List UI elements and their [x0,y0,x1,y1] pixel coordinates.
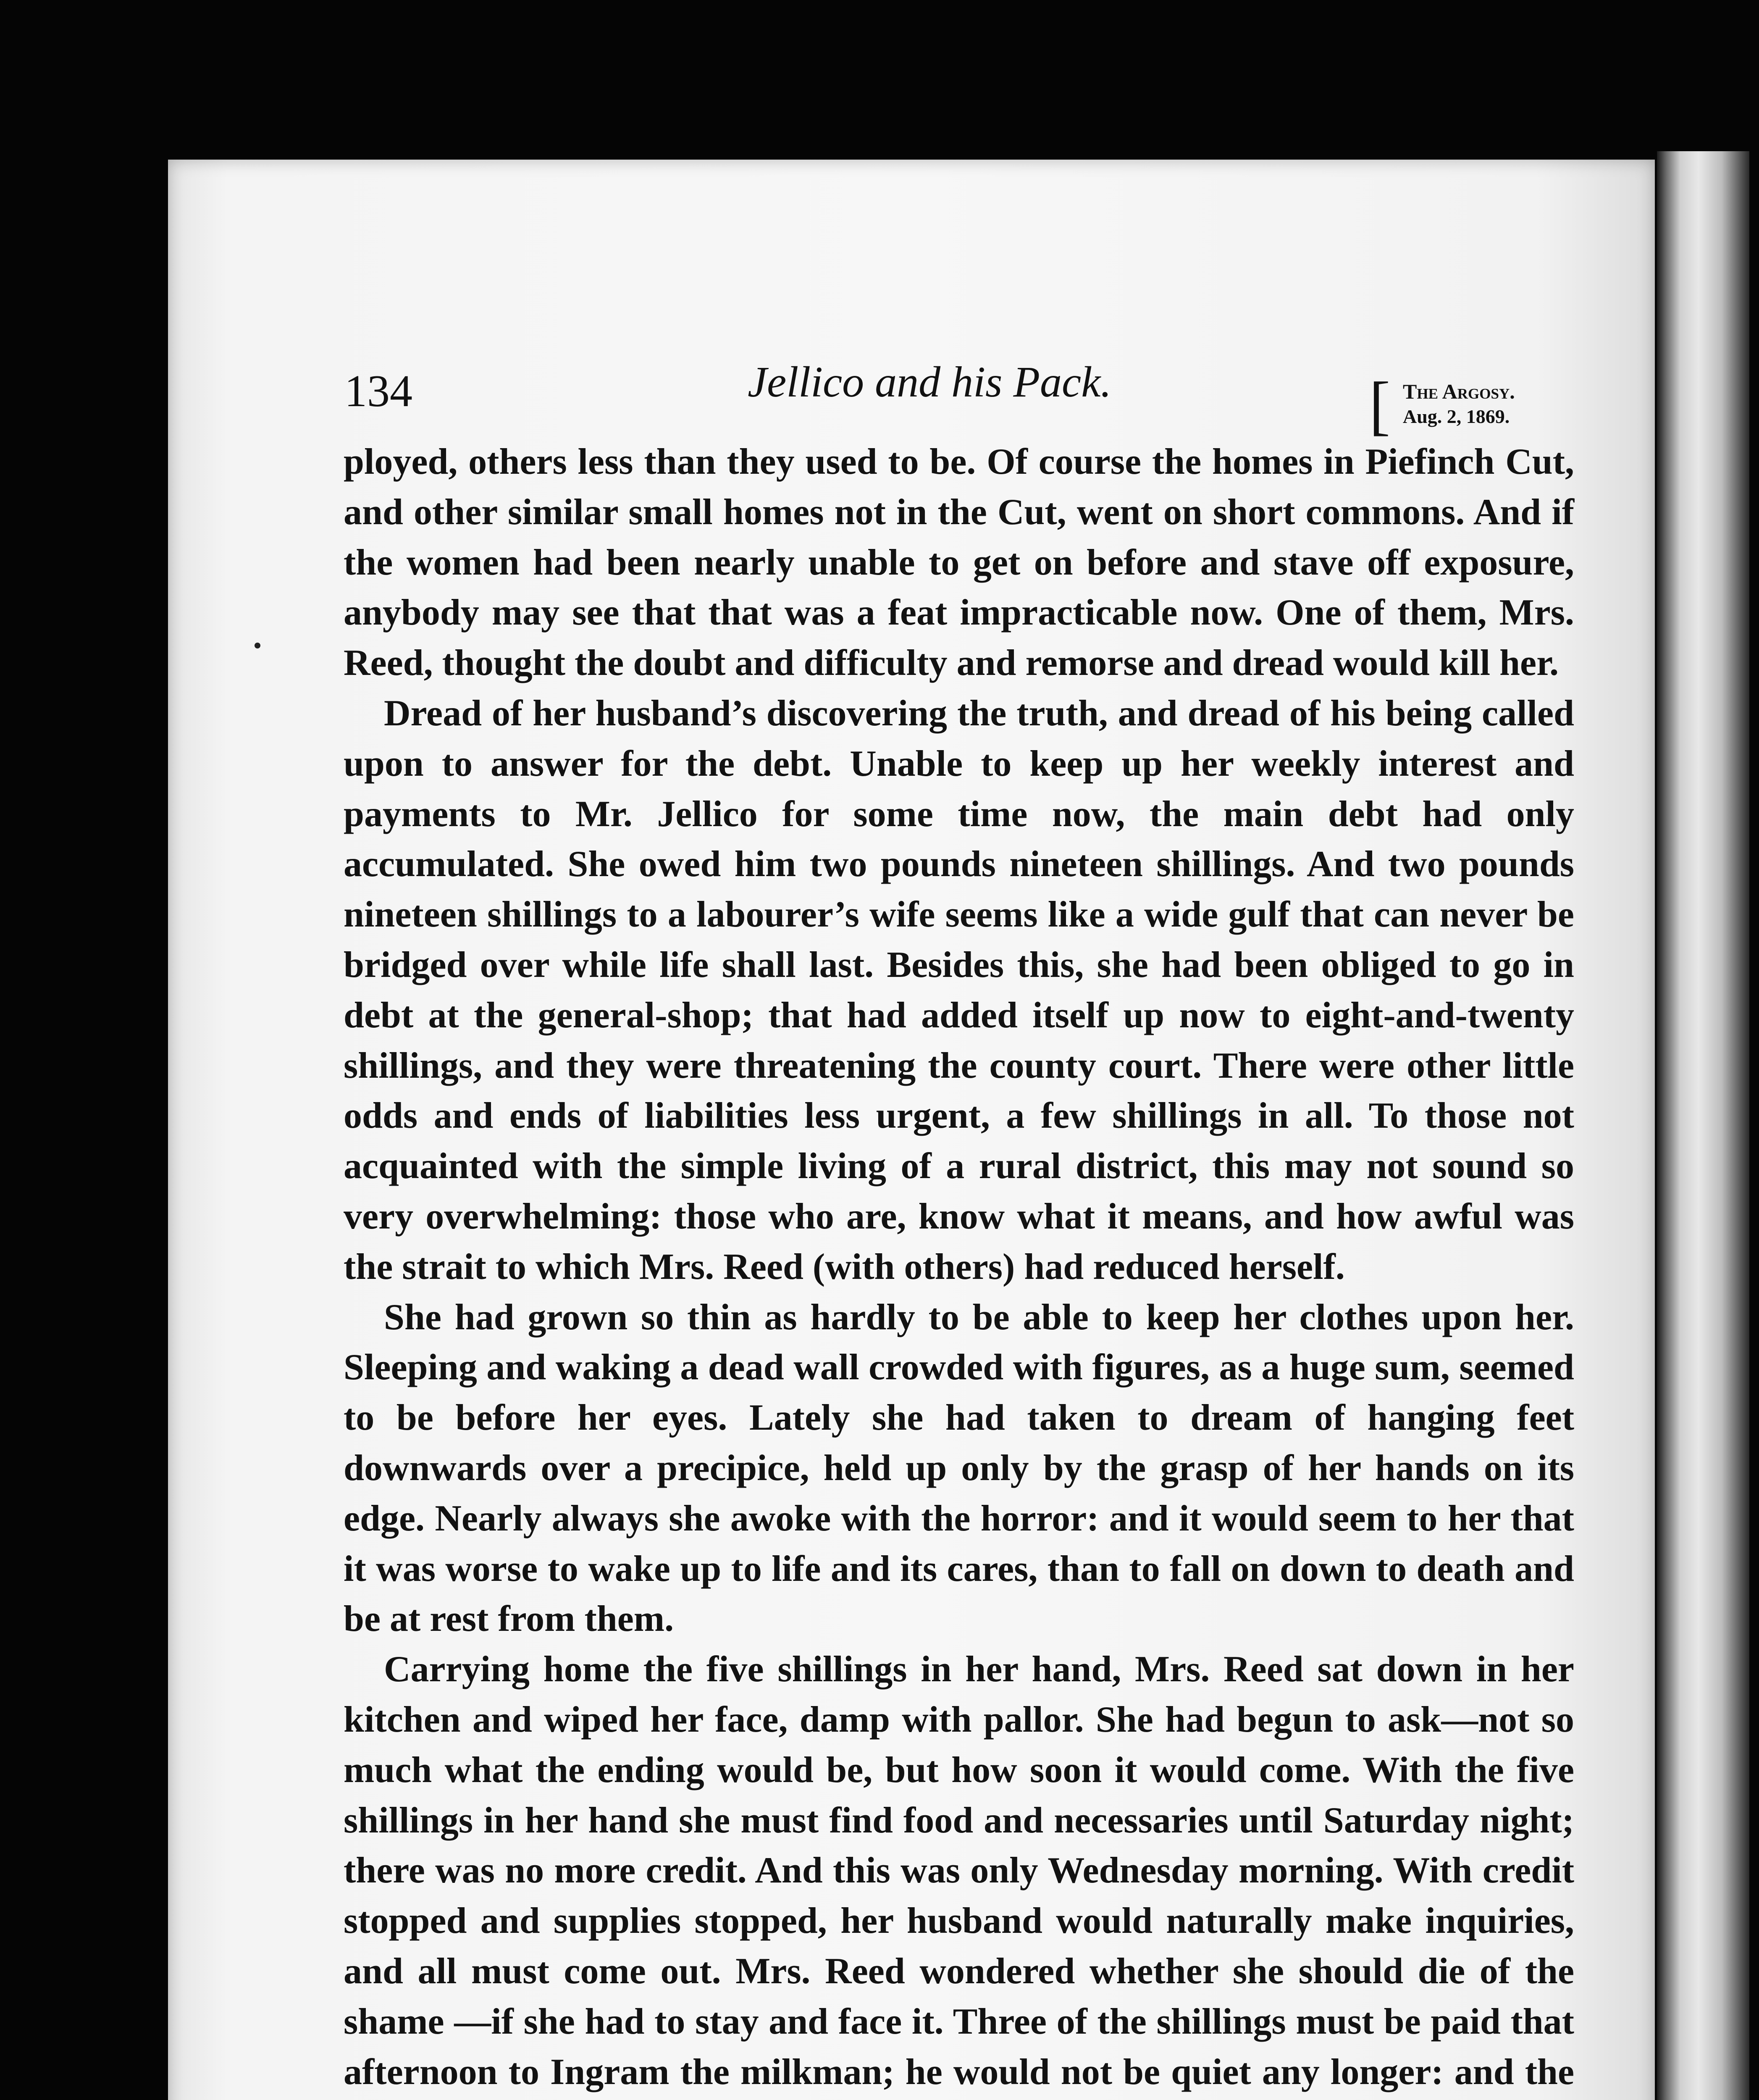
page-header [344,357,1583,442]
paragraph: Carrying home the five shillings in her hand, Mrs. Reed sat down in her kitchen and wiped her face, damp with pallor. She had begun to ask—not so much what the ending would be, but how soon it would come. With the five shillings in her hand she must find food and necessaries until Saturday night; there was no more credit. And this was only Wednesday morning. With credit stopped and supplies stopped, her husband would naturally make inquiries, and all must come out. Mrs. Reed wondered whether she should die of the shame —if she had to stay and face it. Three of the shillings must be paid that afternoon to Ingram the milkman; he would not be quiet any longer: and the [344,1649,1574,2092]
ink-speck [255,643,260,648]
journal-bracket: [ [1369,368,1390,442]
page-number: 134 [344,366,412,416]
facing-page-edge [1657,151,1749,2100]
paragraph: ployed, others less than they used to be. Of course the homes in Piefinch Cut, and other similar small homes not in the Cut, went on short commons. And if the women had been nearly unable to get on before and stave off exposure, anybody may see that that was a feat impracticable now. One of them, Mrs. Reed, thought the doubt and difficulty and remorse and dread would kill her. [344,441,1574,684]
journal-name: The Argosy. [1403,380,1515,403]
paragraph: Dread of her husband’s discovering the truth, and dread of his being called upon to answer for the debt. Unable to keep up her weekly interest and payments to Mr. Jellico for some time now, the main debt had only accumulated. She owed him two pounds nineteen shillings. And two pounds nineteen shillings to a labourer’s wife seems like a wide gulf that can never be bridged over while life shall last. Besides this, she had been obliged to go in debt at the general-shop; that had added itself up now to eight-and-twenty shillings, and they were threatening the county court. There were other little odds and ends of liabilities less urgent, a few shillings in all. To those not acquainted with the simple living of a rural district, this may not sound so very overwhelming: those who are, know what it means, and how awful was the strait to which Mrs. Reed (with others) had reduced herself. [344,693,1574,1287]
journal-citation [1403,379,1515,429]
running-title: Jellico and his Pack. [748,358,1112,406]
paragraph: She had grown so thin as hardly to be able to keep her clothes upon her. Sleeping and waking a dead wall crowded with figures, as a huge sum, seemed to be before her eyes. Lately she had taken to dream of hanging feet downwards over a precipice, held up only by the grasp of her hands on its edge. Nearly always she awoke with the horror: and it would seem to her that it was worse to wake up to life and its cares, than to fall on down to death and be at rest from them. [344,1297,1574,1640]
body-text [344,437,1574,2100]
journal-date: Aug. 2, 1869. [1403,406,1510,427]
